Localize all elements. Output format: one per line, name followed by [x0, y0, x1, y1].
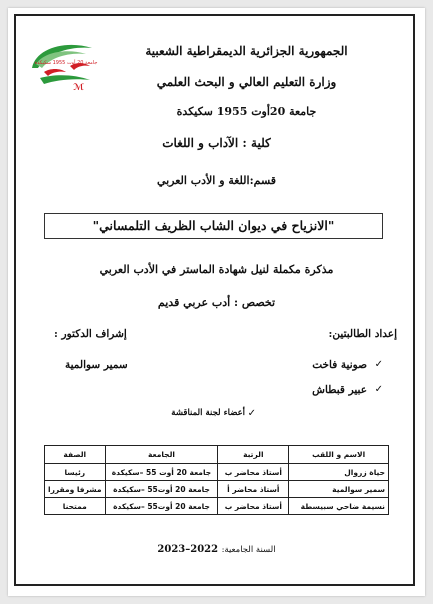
column-header: الاسم و اللقب	[289, 446, 389, 464]
cell-rank: أستاذ محاضر ب	[218, 464, 289, 481]
cell-role: رئيسا	[45, 464, 106, 481]
cell-role: مشرفا ومقررا	[45, 481, 106, 498]
logo-caption: جامعة 20 أوت 1955 سكيكدة	[34, 60, 98, 66]
student-name: صونية فاخت	[312, 359, 367, 371]
column-header: الجامعة	[105, 446, 218, 464]
column-header: الصفة	[45, 446, 106, 464]
cell-university: جامعة 20 أوت55 –سكيكدة	[105, 481, 218, 498]
students-label: إعداد الطالبتين:	[328, 328, 397, 340]
cell-name: نسيمة ضاحي سبيسطة	[289, 498, 389, 515]
republic-name: الجمهورية الجزائرية الديمقراطية الشعبية	[145, 44, 348, 58]
academic-year	[8, 544, 425, 555]
academic-year-label: السنة الجامعية:	[221, 545, 276, 555]
logo-mark: ℳ	[73, 83, 84, 93]
ministry-name: وزارة التعليم العالي و البحث العلمي	[156, 75, 337, 89]
checkmark-icon: ✓	[247, 408, 256, 419]
supervisor-name: سمير سوالمية	[65, 359, 128, 371]
cell-university: جامعة 20 أوت55 –سكيكدة	[105, 498, 218, 515]
academic-year-value: 2023–2022	[157, 544, 219, 555]
checkmark-icon: ✓	[374, 384, 383, 395]
column-header: الرتبة	[218, 446, 289, 464]
cell-rank: أستاذ محاضر أ	[218, 481, 289, 498]
thesis-subtitle: مذكرة مكملة لنيل شهادة الماستر في الأدب العربي	[99, 263, 334, 276]
university-name: جامعة 20أوت 1955 سكيكدة	[176, 105, 317, 118]
student-name: عبير قبطاش	[312, 384, 367, 396]
cell-name: حياة زروال	[289, 464, 389, 481]
thesis-title: "الانزياح في ديوان الشاب الظريف التلمساني"	[44, 213, 383, 239]
table-header-row	[45, 446, 389, 464]
table-row	[45, 498, 389, 515]
cell-university: جامعة 20 أوت 55 –سكيكدة	[105, 464, 218, 481]
document-page	[8, 8, 425, 596]
jury-table	[44, 445, 389, 515]
cell-name: سمير سوالمية	[289, 481, 389, 498]
table-row	[45, 481, 389, 498]
faculty-name: كلية : الآداب و اللغات	[162, 136, 271, 150]
cell-role: ممتحنا	[45, 498, 106, 515]
thesis-specialty: تخصص : أدب عربي قديم	[157, 296, 276, 309]
checkmark-icon: ✓	[374, 359, 383, 370]
jury-label: أعضاء لجنة المناقشة	[171, 408, 245, 418]
cell-rank: أستاذ محاضر ب	[218, 498, 289, 515]
department-name: قسم:اللغة و الأدب العربي	[156, 174, 277, 187]
supervisor-label: إشراف الدكتور :	[54, 328, 127, 340]
table-row	[45, 464, 389, 481]
